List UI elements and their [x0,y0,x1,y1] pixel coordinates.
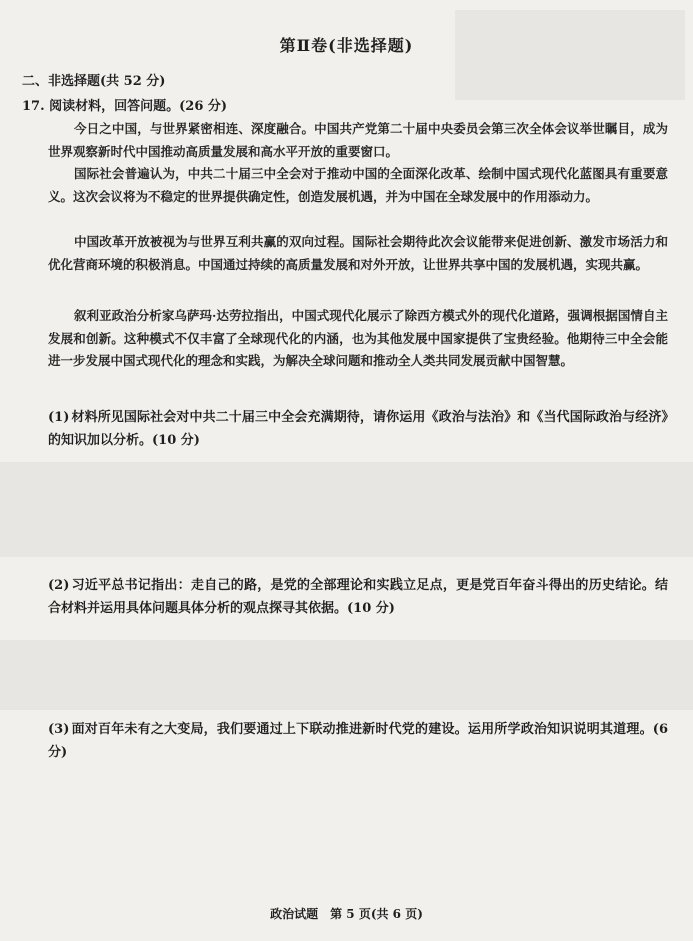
sub-question-text: 面对百年未有之大变局，我们要通过上下联动推进新时代党的建设。运用所学政治知识说明其道理。(6 分) [48,722,668,760]
sub-question-2 [48,574,668,620]
material-paragraph: 今日之中国，与世界紧密相连、深度融合。中国共产党第二十届中央委员会第三次全体会议举世瞩目，成为世界观察新时代中国推动高质量发展和高水平开放的重要窗口。 [48,121,668,159]
section-heading: 二、非选择题(共 52 分) [22,74,166,89]
sub-question-number: (1) [48,410,70,425]
sub-question-number: (3) [48,722,70,737]
volume-title: 第Ⅱ卷(非选择题) [279,36,414,55]
sub-question-text: 材料所见国际社会对中共二十届三中全会充满期待，请你运用《政治与法治》和《当代国际政治与经济》的知识加以分析。(10 分) [48,410,668,448]
material-paragraph: 叙利亚政治分析家乌萨玛·达劳拉指出，中国式现代化展示了除西方模式外的现代化道路，强调根据国情自主发展和创新。这种模式不仅丰富了全球现代化的内涵，也为其他发展中国家提供了宝贵经验。他期待三中全会能进一步发展中国式现代化的理念和实践，为解决全球问题和推动全人类共同发展贡献中国智慧。 [48,308,668,368]
material-paragraph: 国际社会普遍认为，中共二十届三中全会对于推动中国的全面深化改革、绘制中国式现代化蓝图具有重要意义。这次会议将为不稳定的世界提供确定性，创造发展机遇，并为中国在全球发展中的作用添动力。 [48,166,668,204]
question-17-stem: 17. 阅读材料，回答问题。(26 分) [22,99,228,114]
material-paragraph: 中国改革开放被视为与世界互利共赢的双向过程。国际社会期待此次会议能带来促进创新、激发市场活力和优化营商环境的积极消息。中国通过持续的高质量发展和对外开放，让世界共享中国的发展机遇，实现共赢。 [48,234,668,272]
page-footer: 政治试题 第 5 页(共 6 页) [270,907,423,921]
sub-question-number: (2) [48,578,70,593]
sub-question-1 [48,406,668,452]
sub-question-3 [48,718,668,764]
sub-question-text: 习近平总书记指出：走自己的路，是党的全部理论和实践立足点，更是党百年奋斗得出的历史结论。结合材料并运用具体问题具体分析的观点探寻其依据。(10 分) [48,578,668,616]
scan-shadow-low [0,640,693,710]
scan-shadow-mid [0,462,693,557]
